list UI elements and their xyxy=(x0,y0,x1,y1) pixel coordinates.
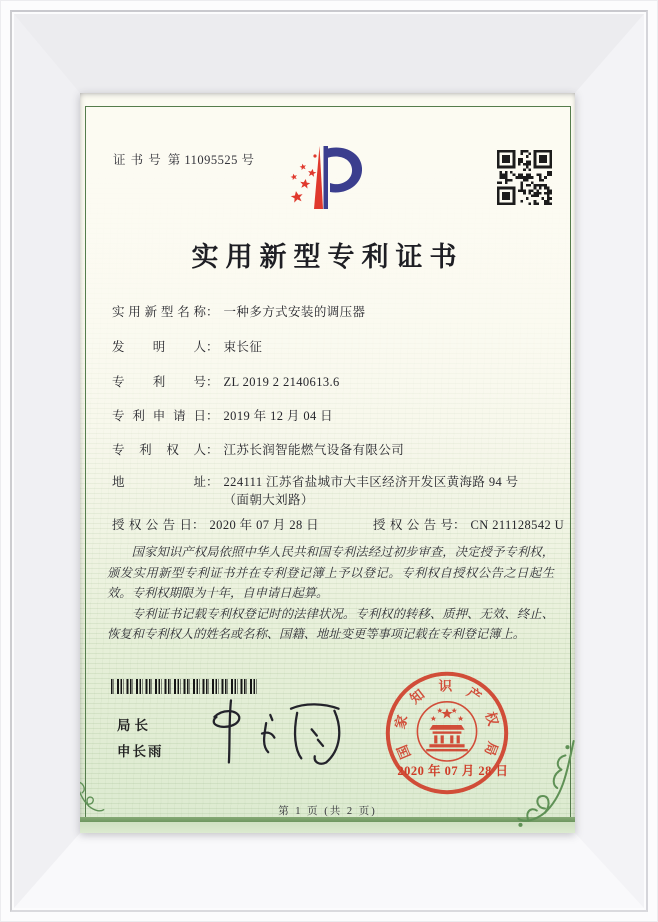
signer-title: 局长 xyxy=(117,718,152,733)
legal-text xyxy=(107,542,554,645)
legal-paragraph-2: 专利证书记载专利权登记时的法律状况。专利权的转移、质押、无效、终止、恢复和专利权人的姓名或名称、国籍、地址变更等事项记载在专利登记簿上。 xyxy=(107,606,554,641)
field-value: ZL 2019 2 2140613.6 xyxy=(223,375,340,389)
field-row-patentee xyxy=(112,442,404,460)
seal-date: 2020 年 07 月 28 日 xyxy=(397,764,509,778)
field-colon: ： xyxy=(206,375,219,389)
certificate-number-label: 证 书 号 xyxy=(113,153,162,167)
field-row-patent-no xyxy=(112,374,340,392)
grant-date-label: 授权公告日 xyxy=(112,518,192,532)
field-row-filing-date xyxy=(112,408,333,426)
field-row-address xyxy=(112,474,542,509)
field-value: 江苏长润智能燃气设备有限公司 xyxy=(223,443,405,457)
field-row-name xyxy=(112,304,365,322)
field-colon: ： xyxy=(453,518,466,532)
national-emblem-icon xyxy=(417,702,476,761)
signature-icon xyxy=(202,694,352,772)
page-title: 实用新型专利证书 xyxy=(191,242,464,272)
field-row-inventor xyxy=(112,339,262,357)
qr-code-icon xyxy=(497,150,552,205)
legal-paragraph-1: 国家知识产权局依照中华人民共和国专利法经过初步审查，决定授予专利权，颁发实用新型专利证书并在专利登记簿上予以登记。专利权自授权公告之日起生效。专利权期限为十年，自申请日起算。 xyxy=(107,545,554,600)
field-value: 一种多方式安装的调压器 xyxy=(223,305,366,319)
field-colon: ： xyxy=(206,340,219,354)
grant-number-value: CN 211128542 U xyxy=(470,518,565,532)
page-footer: 第 1 页 (共 2 页) xyxy=(278,806,377,817)
bottom-light-band xyxy=(80,822,575,833)
field-label: 实用新型名称 xyxy=(112,305,206,319)
grant-number-pair xyxy=(373,517,564,535)
field-colon: ： xyxy=(206,475,219,489)
certificate-paper xyxy=(80,93,575,833)
certificate-number-value: 第 11095525 号 xyxy=(167,153,255,167)
field-label: 专利申请日 xyxy=(112,409,206,423)
field-colon: ： xyxy=(192,518,205,532)
field-value: 224111 江苏省盐城市大丰区经济开发区黄海路 94 号（面朝大刘路） xyxy=(223,475,519,507)
grant-date-value: 2020 年 07 月 28 日 xyxy=(209,518,320,532)
field-label: 发明人 xyxy=(112,340,206,354)
field-label: 专利号 xyxy=(112,375,206,389)
field-label: 专利权人 xyxy=(112,443,206,457)
seal-agency-text: 国家知识产权局 xyxy=(392,678,502,761)
certificate-number xyxy=(113,150,255,168)
field-colon: ： xyxy=(206,443,219,457)
qr-code xyxy=(497,150,552,205)
field-colon: ： xyxy=(206,409,219,423)
barcode-icon xyxy=(111,679,258,694)
field-value: 2019 年 12 月 04 日 xyxy=(223,409,334,423)
grant-number-label: 授权公告号 xyxy=(373,518,453,532)
field-value: 束长征 xyxy=(223,340,263,354)
field-colon: ： xyxy=(206,305,219,319)
cnipa-logo-icon xyxy=(285,143,373,213)
field-label: 地址 xyxy=(112,475,206,489)
grant-row xyxy=(112,517,565,535)
signer-name: 申长雨 xyxy=(117,744,164,759)
